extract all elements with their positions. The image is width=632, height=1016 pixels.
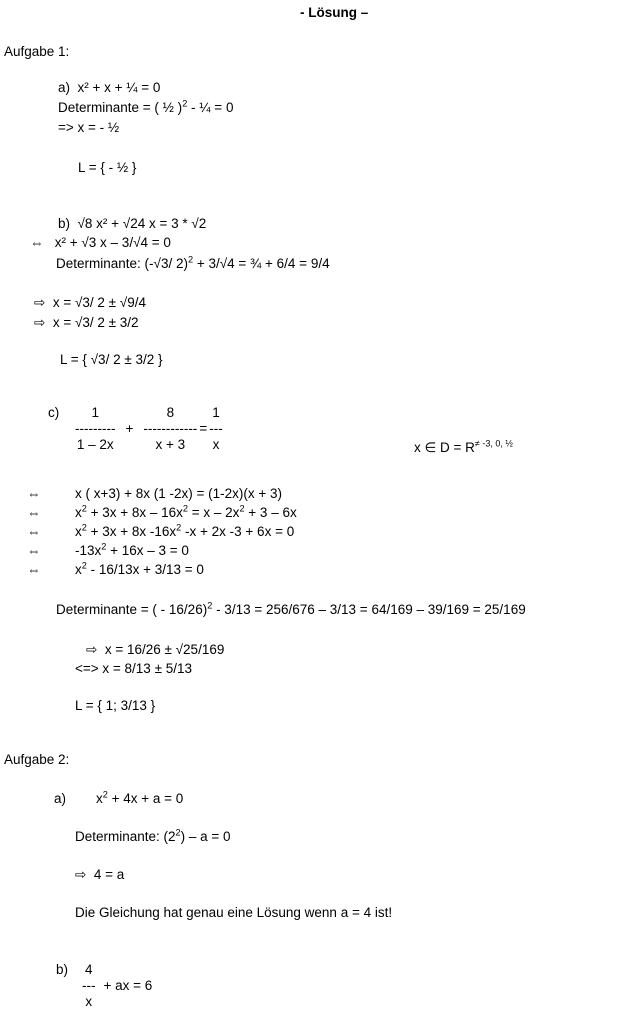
- task-1a-result: => x = - ½: [58, 120, 120, 135]
- equivalence-arrow: ⇔: [27, 505, 41, 520]
- task-1c-label: c): [48, 405, 60, 420]
- step-text: -x + 2x -3 + 6x = 0: [181, 524, 295, 539]
- task-1c-step-3: [75, 524, 294, 540]
- task-1c-fraction-equation: [75, 405, 223, 453]
- domain-exclusions: ≠ -3, 0, ½: [474, 438, 513, 449]
- step-text: x: [75, 562, 82, 577]
- superscript-two: 2: [239, 503, 245, 514]
- superscript-two: 2: [187, 254, 194, 265]
- superscript-two: 2: [175, 827, 181, 838]
- task-1b-step-1: ⇨ x = √3/ 2 ± √9/4: [34, 295, 146, 310]
- equation-post: + 4x + a = 0: [107, 791, 184, 806]
- fraction-term-1: [82, 962, 96, 1010]
- step-text: x: [75, 524, 82, 539]
- equivalence-arrow: ⇔: [27, 486, 41, 501]
- fraction-bar: ------------: [143, 421, 198, 436]
- fraction-numerator: 1: [91, 405, 99, 420]
- task-1b-determinant-post: + 3/√4 = ¾ + 6/4 = 9/4: [193, 256, 330, 271]
- section-heading-aufgabe-2: Aufgabe 2:: [4, 752, 70, 767]
- task-1a-equation: a) x² + x + ¼ = 0: [58, 80, 161, 95]
- task-1b-determinant: [56, 256, 330, 272]
- task-1a-determinant-post: - ¼ = 0: [187, 100, 234, 115]
- fraction-denominator: x: [85, 994, 93, 1009]
- task-2a-determinant: [75, 829, 231, 845]
- equals-operator: =: [199, 421, 208, 436]
- fraction-numerator: 1: [212, 405, 220, 420]
- equation-pre: a) x: [54, 791, 103, 806]
- step-text: - 16/13x + 3/13 = 0: [86, 562, 204, 577]
- superscript-two: 2: [182, 503, 189, 514]
- fraction-term-1: [75, 405, 115, 453]
- equivalence-arrow: ⇔: [27, 524, 41, 539]
- superscript-two: 2: [102, 789, 108, 800]
- fraction-bar: ---------: [75, 421, 116, 436]
- task-2a-result: ⇨ 4 = a: [75, 867, 125, 882]
- superscript-two: 2: [207, 600, 213, 611]
- task-1c-solution-step-2: <=> x = 8/13 ± 5/13: [75, 661, 192, 676]
- determinant-post: - 3/13 = 256/676 – 3/13 = 64/169 – 39/169 = 25/169: [212, 602, 526, 617]
- task-1a-determinant: [58, 100, 233, 116]
- superscript-two: 2: [176, 522, 182, 533]
- task-1c-domain-note: [414, 440, 513, 456]
- task-1c-step-4: [75, 543, 189, 559]
- task-2b-fraction-equation: [82, 962, 152, 1010]
- superscript-two: 2: [81, 560, 87, 571]
- task-1b-solution-set: L = { √3/ 2 ± 3/2 }: [60, 352, 163, 367]
- task-1a-determinant-pre: Determinante = ( ½ ): [58, 100, 183, 115]
- fraction-denominator: x: [212, 437, 220, 452]
- plus-operator: +: [125, 421, 134, 436]
- superscript-two: 2: [81, 522, 87, 533]
- step-text: -13x: [75, 543, 102, 558]
- step-text: = x – 2x: [188, 505, 240, 520]
- task-1b-equation: b) √8 x² + √24 x = 3 * √2: [58, 216, 207, 231]
- fraction-numerator: 4: [84, 962, 93, 977]
- fraction-bar: ---: [82, 978, 96, 993]
- task-1c-determinant: [56, 602, 526, 618]
- step-text: + 3 – 6x: [244, 505, 297, 520]
- task-2a-conclusion: Die Gleichung hat genau eine Lösung wenn a = 4 ist!: [75, 905, 393, 920]
- superscript-two: 2: [182, 98, 188, 109]
- task-1a-solution-set: L = { - ½ }: [78, 160, 137, 175]
- equivalence-arrow: ⇔: [27, 543, 41, 558]
- task-1c-solution-set: L = { 1; 3/13 }: [75, 698, 156, 713]
- determinant-pre: Determinante: (2: [75, 829, 176, 844]
- task-2b-remainder: + ax = 6: [103, 978, 153, 993]
- fraction-denominator: 1 – 2x: [76, 437, 114, 452]
- fraction-numerator: 8: [166, 405, 175, 420]
- fraction-bar: ---: [209, 421, 223, 436]
- page-title: - Lösung –: [300, 5, 369, 20]
- task-1c-solution-step-1: ⇨ x = 16/26 ± √25/169: [86, 642, 225, 657]
- fraction-term-3: [209, 405, 223, 453]
- task-1b-step-2: ⇨ x = √3/ 2 ± 3/2: [34, 315, 139, 330]
- determinant-post: ) – a = 0: [180, 829, 231, 844]
- step-text: + 3x + 8x – 16x: [86, 505, 183, 520]
- fraction-term-2: [143, 405, 197, 453]
- equivalence-arrow: ⇔: [27, 562, 41, 577]
- task-1c-step-1: x ( x+3) + 8x (1 -2x) = (1-2x)(x + 3): [75, 486, 283, 501]
- task-1c-step-5: [75, 562, 204, 578]
- superscript-two: 2: [81, 503, 87, 514]
- task-1b-normalized: ⇔ x² + √3 x – 3/√4 = 0: [30, 235, 171, 250]
- section-heading-aufgabe-1: Aufgabe 1:: [4, 44, 70, 59]
- task-1c-step-2: [75, 505, 297, 521]
- task-1b-determinant-pre: Determinante: (-√3/ 2): [56, 256, 188, 271]
- step-text: + 3x + 8x -16x: [86, 524, 177, 539]
- determinant-pre: Determinante = ( - 16/26): [56, 602, 208, 617]
- fraction-denominator: x + 3: [155, 437, 186, 452]
- task-2a-equation: [54, 791, 183, 807]
- task-2b-label: b): [56, 962, 69, 977]
- domain-base: x ∈ D = R: [414, 440, 475, 455]
- step-text: x: [75, 505, 82, 520]
- step-text: + 16x – 3 = 0: [106, 543, 189, 558]
- superscript-two: 2: [101, 541, 107, 552]
